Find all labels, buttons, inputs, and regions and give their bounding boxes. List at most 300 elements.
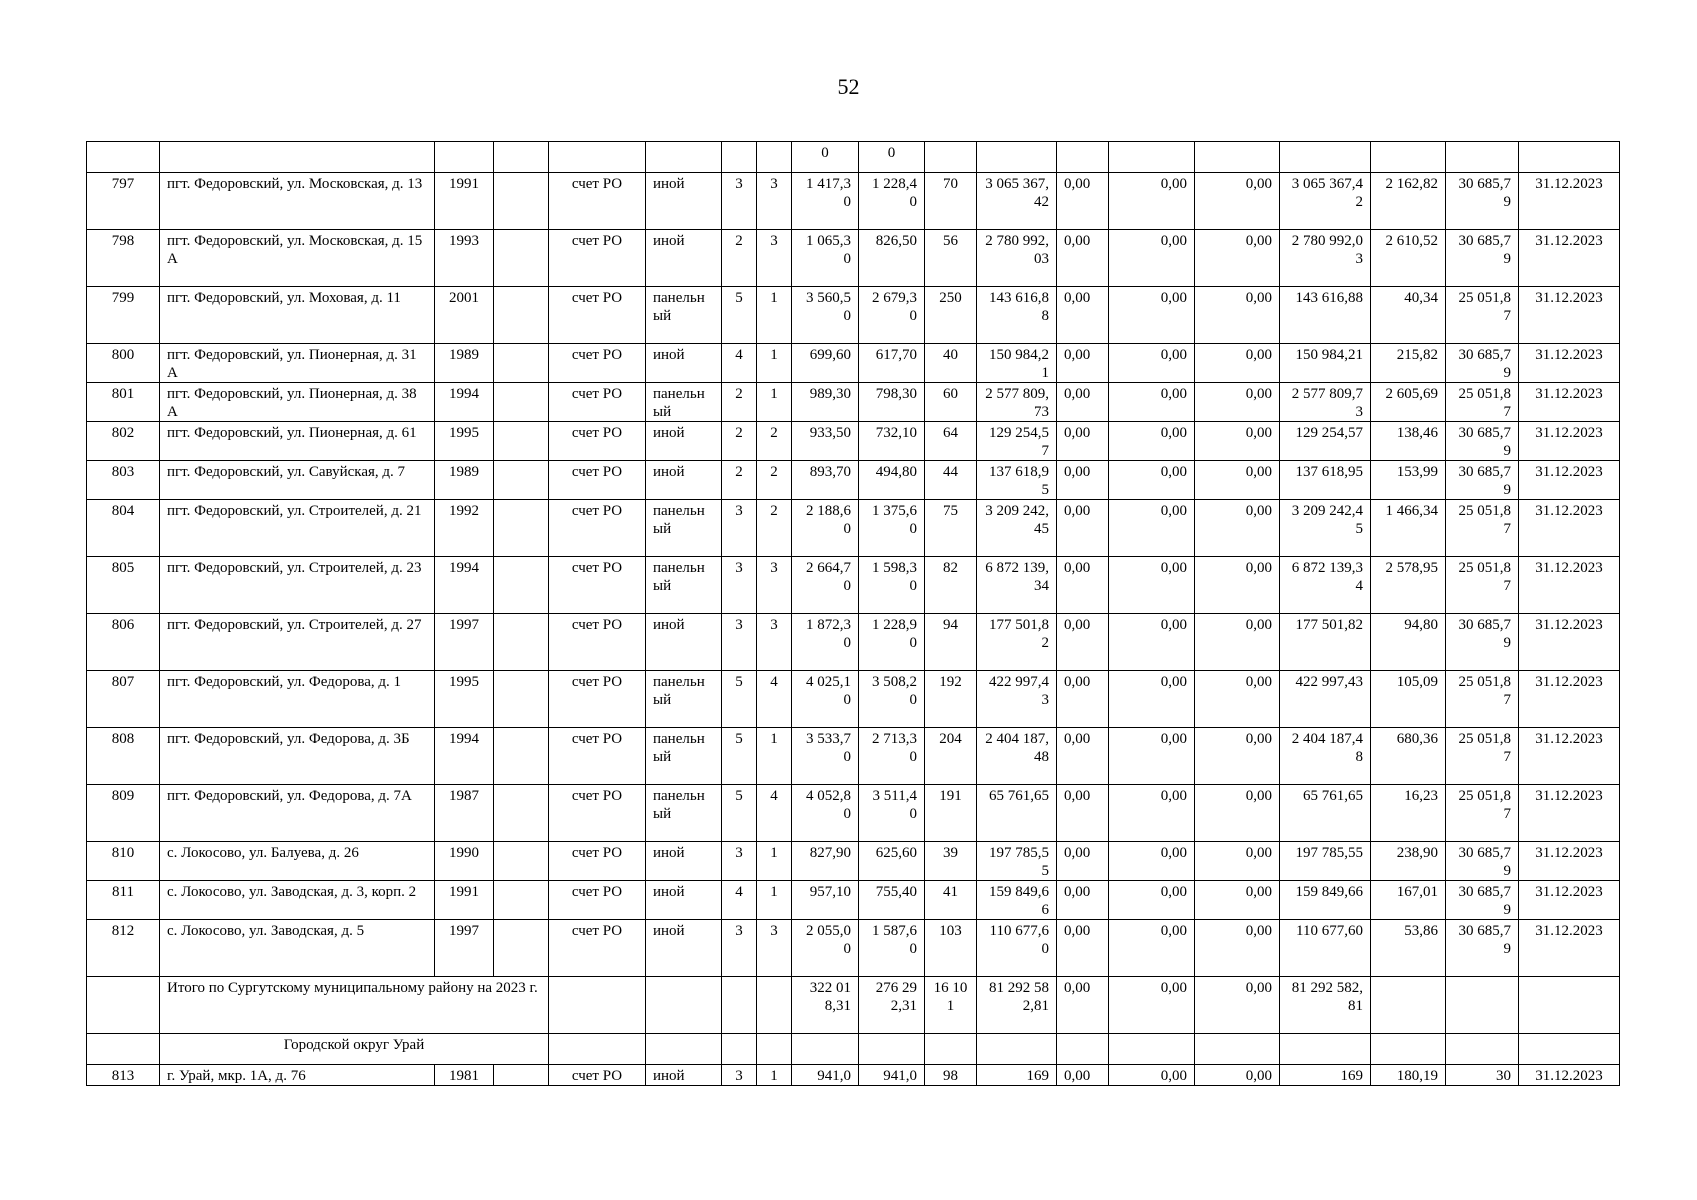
max-unit-cost-cell: 30 685,79 [1446,920,1519,977]
total-cost-cell: 81 292 582,81 [977,977,1057,1034]
regional-fund-cell: 0,00 [1109,500,1195,557]
federal-fund-cell: 0,00 [1057,920,1109,977]
empty-cell: 0 [859,142,925,173]
section-row [87,1034,1620,1065]
wall-material-cell: иной [646,344,722,383]
commission-year-cell: 1995 [435,422,494,461]
floors-cell: 3 [722,1065,757,1086]
unit-cost-cell: 167,01 [1371,881,1446,920]
table-row [87,1065,1620,1086]
regional-fund-cell: 0,00 [1109,671,1195,728]
address-cell: пгт. Федоровский, ул. Московская, д. 13 [160,173,435,230]
table-row [87,230,1620,287]
total-area-cell: 1 872,30 [792,614,859,671]
total-area-cell: 3 533,70 [792,728,859,785]
empty-cell [87,1034,160,1065]
commission-year-cell: 1994 [435,383,494,422]
local-fund-cell: 0,00 [1195,977,1280,1034]
living-area-cell: 1 228,40 [859,173,925,230]
regional-fund-cell: 0,00 [1109,881,1195,920]
total-cost-cell: 3 065 367,42 [977,173,1057,230]
deadline-cell: 31.12.2023 [1519,173,1620,230]
wall-material-cell: иной [646,881,722,920]
living-area-cell: 3 511,40 [859,785,925,842]
deadline-cell: 31.12.2023 [1519,920,1620,977]
address-cell: с. Локосово, ул. Балуева, д. 26 [160,842,435,881]
empty-cell [549,142,646,173]
wall-material-cell: иной [646,920,722,977]
page-number: 52 [837,74,860,99]
empty-cell [494,142,549,173]
deadline-cell: 31.12.2023 [1519,881,1620,920]
regional-fund-cell: 0,00 [1109,785,1195,842]
row-number-cell: 804 [87,500,160,557]
row-number-cell: 805 [87,557,160,614]
residents-cell: 94 [925,614,977,671]
deadline-cell: 31.12.2023 [1519,344,1620,383]
living-area-cell: 2 713,30 [859,728,925,785]
living-area-cell: 941,0 [859,1065,925,1086]
deadline-cell: 31.12.2023 [1519,287,1620,344]
fund-method-cell: счет РО [549,500,646,557]
total-cost-cell: 143 616,88 [977,287,1057,344]
federal-fund-cell: 0,00 [1057,785,1109,842]
address-cell: с. Локосово, ул. Заводская, д. 5 [160,920,435,977]
total-cost-cell: 129 254,57 [977,422,1057,461]
table-row [87,785,1620,842]
local-fund-cell: 0,00 [1195,842,1280,881]
row-number-cell: 807 [87,671,160,728]
fund-method-cell: счет РО [549,842,646,881]
table-row [87,881,1620,920]
unit-cost-cell: 2 578,95 [1371,557,1446,614]
local-fund-cell: 0,00 [1195,728,1280,785]
wall-material-cell: панельный [646,728,722,785]
floors-cell: 3 [722,842,757,881]
regional-fund-cell: 0,00 [1109,383,1195,422]
owners-fund-cell: 2 577 809,73 [1280,383,1371,422]
entrances-cell: 1 [757,344,792,383]
wall-material-cell: иной [646,173,722,230]
total-cost-cell: 2 577 809,73 [977,383,1057,422]
wall-material-cell: панельный [646,557,722,614]
commission-year-cell: 1993 [435,230,494,287]
unit-cost-cell: 180,19 [1371,1065,1446,1086]
total-area-cell: 1 065,30 [792,230,859,287]
repair-year-cell [494,230,549,287]
empty-cell [1446,142,1519,173]
local-fund-cell: 0,00 [1195,383,1280,422]
living-area-cell: 826,50 [859,230,925,287]
total-area-cell: 893,70 [792,461,859,500]
empty-cell: 0 [792,142,859,173]
row-number-cell: 797 [87,173,160,230]
repair-year-cell [494,614,549,671]
table-row [87,500,1620,557]
empty-cell [1446,977,1519,1034]
wall-material-cell: иной [646,1065,722,1086]
fund-method-cell: счет РО [549,461,646,500]
empty-cell [435,142,494,173]
total-area-cell: 3 560,50 [792,287,859,344]
commission-year-cell: 1987 [435,785,494,842]
living-area-cell: 625,60 [859,842,925,881]
federal-fund-cell: 0,00 [1057,500,1109,557]
table-row [87,173,1620,230]
unit-cost-cell: 2 605,69 [1371,383,1446,422]
empty-cell [1371,977,1446,1034]
max-unit-cost-cell: 30 685,79 [1446,344,1519,383]
empty-cell [1109,1034,1195,1065]
residents-cell: 103 [925,920,977,977]
commission-year-cell: 1997 [435,614,494,671]
repair-year-cell [494,344,549,383]
local-fund-cell: 0,00 [1195,422,1280,461]
federal-fund-cell: 0,00 [1057,977,1109,1034]
unit-cost-cell: 53,86 [1371,920,1446,977]
fund-method-cell: счет РО [549,173,646,230]
deadline-cell: 31.12.2023 [1519,500,1620,557]
repair-year-cell [494,557,549,614]
living-area-cell: 2 679,30 [859,287,925,344]
regional-fund-cell: 0,00 [1109,230,1195,287]
regional-fund-cell: 0,00 [1109,614,1195,671]
total-area-cell: 1 417,30 [792,173,859,230]
floors-cell: 3 [722,500,757,557]
table-row [87,728,1620,785]
living-area-cell: 3 508,20 [859,671,925,728]
local-fund-cell: 0,00 [1195,920,1280,977]
wall-material-cell: панельный [646,671,722,728]
max-unit-cost-cell: 25 051,87 [1446,287,1519,344]
regional-fund-cell: 0,00 [1109,920,1195,977]
unit-cost-cell: 40,34 [1371,287,1446,344]
address-cell: пгт. Федоровский, ул. Федорова, д. 1 [160,671,435,728]
empty-cell [1280,1034,1371,1065]
wall-material-cell: иной [646,422,722,461]
empty-cell [722,977,757,1034]
unit-cost-cell: 2 610,52 [1371,230,1446,287]
unit-cost-cell: 138,46 [1371,422,1446,461]
address-cell: с. Локосово, ул. Заводская, д. 3, корп. 2 [160,881,435,920]
regional-fund-cell: 0,00 [1109,344,1195,383]
fund-method-cell: счет РО [549,230,646,287]
deadline-cell: 31.12.2023 [1519,422,1620,461]
wall-material-cell: панельный [646,785,722,842]
max-unit-cost-cell: 25 051,87 [1446,557,1519,614]
total-area-cell: 699,60 [792,344,859,383]
table-row [87,557,1620,614]
total-cost-cell: 197 785,55 [977,842,1057,881]
empty-cell [1057,1034,1109,1065]
entrances-cell: 2 [757,461,792,500]
regional-fund-cell: 0,00 [1109,422,1195,461]
total-cost-cell: 2 780 992,03 [977,230,1057,287]
owners-fund-cell: 2 780 992,03 [1280,230,1371,287]
empty-cell [1109,142,1195,173]
table-row [87,422,1620,461]
empty-cell [757,977,792,1034]
entrances-cell: 1 [757,287,792,344]
regional-fund-cell: 0,00 [1109,728,1195,785]
total-cost-cell: 422 997,43 [977,671,1057,728]
total-area-cell: 4 052,80 [792,785,859,842]
fund-method-cell: счет РО [549,785,646,842]
total-cost-cell: 169 [977,1065,1057,1086]
total-cost-cell: 159 849,66 [977,881,1057,920]
repair-year-cell [494,173,549,230]
deadline-cell: 31.12.2023 [1519,1065,1620,1086]
living-area-cell: 798,30 [859,383,925,422]
entrances-cell: 3 [757,557,792,614]
federal-fund-cell: 0,00 [1057,287,1109,344]
max-unit-cost-cell: 30 685,79 [1446,461,1519,500]
table-row [87,842,1620,881]
wall-material-cell: панельный [646,383,722,422]
federal-fund-cell: 0,00 [1057,344,1109,383]
row-number-cell: 801 [87,383,160,422]
fund-method-cell: счет РО [549,1065,646,1086]
total-area-cell: 941,0 [792,1065,859,1086]
wall-material-cell: иной [646,461,722,500]
empty-cell [722,142,757,173]
owners-fund-cell: 129 254,57 [1280,422,1371,461]
federal-fund-cell: 0,00 [1057,173,1109,230]
regional-fund-cell: 0,00 [1109,1065,1195,1086]
wall-material-cell: иной [646,230,722,287]
address-cell: пгт. Федоровский, ул. Пионерная, д. 61 [160,422,435,461]
address-cell: пгт. Федоровский, ул. Федорова, д. 7А [160,785,435,842]
address-cell: пгт. Федоровский, ул. Пионерная, д. 31А [160,344,435,383]
entrances-cell: 1 [757,728,792,785]
address-cell: пгт. Федоровский, ул. Строителей, д. 27 [160,614,435,671]
total-cost-cell: 137 618,95 [977,461,1057,500]
living-area-cell: 1 228,90 [859,614,925,671]
unit-cost-cell: 680,36 [1371,728,1446,785]
commission-year-cell: 1994 [435,557,494,614]
local-fund-cell: 0,00 [1195,344,1280,383]
floors-cell: 3 [722,614,757,671]
empty-cell [646,977,722,1034]
living-area-cell: 732,10 [859,422,925,461]
floors-cell: 2 [722,383,757,422]
floors-cell: 3 [722,557,757,614]
deadline-cell: 31.12.2023 [1519,671,1620,728]
empty-cell [646,1034,722,1065]
commission-year-cell: 1990 [435,842,494,881]
local-fund-cell: 0,00 [1195,287,1280,344]
wall-material-cell: иной [646,842,722,881]
empty-cell [549,1034,646,1065]
repair-year-cell [494,881,549,920]
commission-year-cell: 1991 [435,881,494,920]
owners-fund-cell: 3 065 367,42 [1280,173,1371,230]
address-cell: пгт. Федоровский, ул. Федорова, д. 3Б [160,728,435,785]
commission-year-cell: 1989 [435,461,494,500]
empty-cell [160,142,435,173]
repair-year-cell [494,1065,549,1086]
floors-cell: 5 [722,287,757,344]
fund-method-cell: счет РО [549,881,646,920]
empty-cell [1195,142,1280,173]
total-cost-cell: 65 761,65 [977,785,1057,842]
repair-year-cell [494,728,549,785]
unit-cost-cell: 2 162,82 [1371,173,1446,230]
owners-fund-cell: 150 984,21 [1280,344,1371,383]
residents-cell: 39 [925,842,977,881]
total-area-cell: 322 018,31 [792,977,859,1034]
fund-method-cell: счет РО [549,671,646,728]
owners-fund-cell: 6 872 139,34 [1280,557,1371,614]
unit-cost-cell: 94,80 [1371,614,1446,671]
federal-fund-cell: 0,00 [1057,422,1109,461]
empty-cell [1519,977,1620,1034]
total-row [87,977,1620,1034]
repair-year-cell [494,842,549,881]
federal-fund-cell: 0,00 [1057,728,1109,785]
regional-fund-cell: 0,00 [1109,287,1195,344]
living-area-cell: 755,40 [859,881,925,920]
max-unit-cost-cell: 30 685,79 [1446,881,1519,920]
continuation-row [87,142,1620,173]
residents-cell: 44 [925,461,977,500]
fund-method-cell: счет РО [549,287,646,344]
row-number-cell: 810 [87,842,160,881]
deadline-cell: 31.12.2023 [1519,614,1620,671]
entrances-cell: 4 [757,671,792,728]
max-unit-cost-cell: 25 051,87 [1446,383,1519,422]
wall-material-cell: иной [646,614,722,671]
empty-cell [87,142,160,173]
entrances-cell: 3 [757,230,792,287]
owners-fund-cell: 177 501,82 [1280,614,1371,671]
federal-fund-cell: 0,00 [1057,557,1109,614]
commission-year-cell: 1991 [435,173,494,230]
residents-cell: 204 [925,728,977,785]
floors-cell: 5 [722,671,757,728]
local-fund-cell: 0,00 [1195,614,1280,671]
entrances-cell: 1 [757,383,792,422]
living-area-cell: 1 375,60 [859,500,925,557]
residents-cell: 56 [925,230,977,287]
table-row [87,344,1620,383]
row-number-cell: 799 [87,287,160,344]
federal-fund-cell: 0,00 [1057,614,1109,671]
total-cost-cell: 177 501,82 [977,614,1057,671]
fund-method-cell: счет РО [549,344,646,383]
unit-cost-cell: 238,90 [1371,842,1446,881]
residents-cell: 16 101 [925,977,977,1034]
entrances-cell: 1 [757,881,792,920]
commission-year-cell: 1994 [435,728,494,785]
local-fund-cell: 0,00 [1195,173,1280,230]
row-number-cell: 798 [87,230,160,287]
regional-fund-cell: 0,00 [1109,557,1195,614]
living-area-cell: 617,70 [859,344,925,383]
table-row [87,287,1620,344]
owners-fund-cell: 159 849,66 [1280,881,1371,920]
deadline-cell: 31.12.2023 [1519,383,1620,422]
unit-cost-cell: 153,99 [1371,461,1446,500]
owners-fund-cell: 422 997,43 [1280,671,1371,728]
table-row [87,614,1620,671]
fund-method-cell: счет РО [549,614,646,671]
residents-cell: 82 [925,557,977,614]
residents-cell: 64 [925,422,977,461]
commission-year-cell: 2001 [435,287,494,344]
floors-cell: 2 [722,461,757,500]
residents-cell: 250 [925,287,977,344]
row-number-cell: 802 [87,422,160,461]
floors-cell: 5 [722,785,757,842]
owners-fund-cell: 197 785,55 [1280,842,1371,881]
owners-fund-cell: 169 [1280,1065,1371,1086]
regional-fund-cell: 0,00 [1109,461,1195,500]
owners-fund-cell: 65 761,65 [1280,785,1371,842]
row-number-cell: 808 [87,728,160,785]
living-area-cell: 1 587,60 [859,920,925,977]
empty-cell [549,977,646,1034]
federal-fund-cell: 0,00 [1057,230,1109,287]
deadline-cell: 31.12.2023 [1519,842,1620,881]
fund-method-cell: счет РО [549,422,646,461]
repair-year-cell [494,461,549,500]
max-unit-cost-cell: 25 051,87 [1446,500,1519,557]
commission-year-cell: 1989 [435,344,494,383]
empty-cell [1446,1034,1519,1065]
regional-fund-cell: 0,00 [1109,977,1195,1034]
owners-fund-cell: 110 677,60 [1280,920,1371,977]
empty-cell [792,1034,859,1065]
total-cost-cell: 3 209 242,45 [977,500,1057,557]
empty-cell [1195,1034,1280,1065]
empty-cell [757,142,792,173]
fund-method-cell: счет РО [549,728,646,785]
entrances-cell: 2 [757,500,792,557]
owners-fund-cell: 143 616,88 [1280,287,1371,344]
repair-year-cell [494,422,549,461]
owners-fund-cell: 2 404 187,48 [1280,728,1371,785]
total-area-cell: 2 055,00 [792,920,859,977]
federal-fund-cell: 0,00 [1057,461,1109,500]
row-number-cell: 811 [87,881,160,920]
total-label-cell: Итого по Сургутскому муниципальному району на 2023 г. [160,977,549,1034]
address-cell: пгт. Федоровский, ул. Савуйская, д. 7 [160,461,435,500]
empty-cell [1057,142,1109,173]
owners-fund-cell: 3 209 242,45 [1280,500,1371,557]
wall-material-cell: панельный [646,500,722,557]
regional-fund-cell: 0,00 [1109,173,1195,230]
entrances-cell: 1 [757,1065,792,1086]
local-fund-cell: 0,00 [1195,785,1280,842]
deadline-cell: 31.12.2023 [1519,785,1620,842]
row-number-cell: 813 [87,1065,160,1086]
max-unit-cost-cell: 25 051,87 [1446,728,1519,785]
total-cost-cell: 2 404 187,48 [977,728,1057,785]
residents-cell: 191 [925,785,977,842]
address-cell: г. Урай, мкр. 1А, д. 76 [160,1065,435,1086]
local-fund-cell: 0,00 [1195,230,1280,287]
address-cell: пгт. Федоровский, ул. Московская, д. 15А [160,230,435,287]
commission-year-cell: 1981 [435,1065,494,1086]
unit-cost-cell: 215,82 [1371,344,1446,383]
row-number-cell: 806 [87,614,160,671]
deadline-cell: 31.12.2023 [1519,557,1620,614]
empty-cell [1519,142,1620,173]
max-unit-cost-cell: 30 685,79 [1446,614,1519,671]
total-area-cell: 957,10 [792,881,859,920]
federal-fund-cell: 0,00 [1057,1065,1109,1086]
